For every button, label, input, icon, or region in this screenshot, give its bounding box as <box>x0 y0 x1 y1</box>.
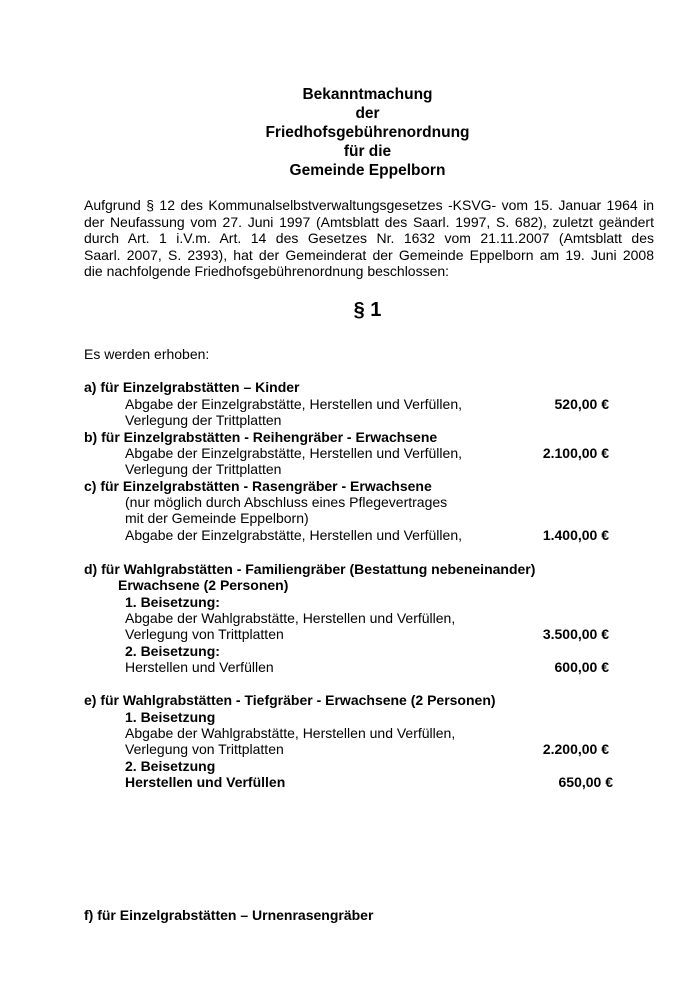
item-d-subheading: Erwachsene (2 Personen) <box>118 577 289 593</box>
item-d-first-amount: 3.500,00 € <box>542 626 609 642</box>
title-line-4: für die <box>343 143 392 160</box>
item-c-heading: c) für Einzelgrabstätten - Rasengräber - Erwachsene <box>84 478 432 494</box>
title-line-2: der <box>355 105 380 122</box>
title-line-3: Friedhofsgebührenordnung <box>265 124 470 141</box>
preamble-line: die nachfolgende Friedhofsgebührenordnung beschlossen: <box>84 263 450 279</box>
item-e-second-amount: 650,00 € <box>558 774 613 790</box>
item-c-amount: 1.400,00 € <box>542 527 609 543</box>
item-d-second-desc: Herstellen und Verfüllen <box>125 659 274 675</box>
item-a-desc: Verlegung der Trittplatten <box>125 412 282 428</box>
preamble-line: Saarl. 2007, S. 2393), hat der Gemeinderat der Gemeinde Eppelborn am 19. Juni 2008 <box>84 246 654 263</box>
section-intro: Es werden erhoben: <box>84 346 210 362</box>
preamble-line: Aufgrund § 12 des Kommunalselbstverwaltungsgesetzes -KSVG- vom 15. Januar 1964 in <box>84 197 654 213</box>
item-e-first-desc: Verlegung von Trittplatten <box>125 741 284 757</box>
item-e-first-amount: 2.200,00 € <box>542 741 609 757</box>
preamble-paragraph <box>84 197 654 280</box>
item-d-heading: d) für Wahlgrabstätten - Familiengräber (Bestattung nebeneinander) <box>84 561 536 577</box>
item-e-first-desc: Abgabe der Wahlgrabstätte, Herstellen und Verfüllen, <box>125 725 456 741</box>
section-heading: § 1 <box>353 299 382 321</box>
item-d-second-amount: 600,00 € <box>554 659 609 675</box>
item-d-first-desc: Abgabe der Wahlgrabstätte, Herstellen und Verfüllen, <box>125 610 456 626</box>
title-line-5: Gemeinde Eppelborn <box>289 162 446 179</box>
item-c-note: (nur möglich durch Abschluss eines Pflegevertrages <box>125 494 448 510</box>
item-a-heading: a) für Einzelgrabstätten – Kinder <box>84 379 300 395</box>
preamble-line: der Neufassung vom 27. Juni 1997 (Amtsblatt des Saarl. 1997, S. 682), zuletzt geändert <box>84 213 654 230</box>
item-b-amount: 2.100,00 € <box>542 445 609 461</box>
item-e-second-label: 2. Beisetzung <box>125 758 216 774</box>
item-b-heading: b) für Einzelgrabstätten - Reihengräber - Erwachsene <box>84 429 438 445</box>
item-a-desc: Abgabe der Einzelgrabstätte, Herstellen und Verfüllen, <box>125 396 462 412</box>
item-f-heading: f) für Einzelgrabstätten – Urnenrasengräber <box>84 907 374 923</box>
item-c-desc: Abgabe der Einzelgrabstätte, Herstellen und Verfüllen, <box>125 527 462 543</box>
item-e-second-desc: Herstellen und Verfüllen <box>125 774 286 790</box>
item-c-note: mit der Gemeinde Eppelborn) <box>125 510 309 526</box>
item-a-amount: 520,00 € <box>554 396 609 412</box>
item-b-desc: Abgabe der Einzelgrabstätte, Herstellen und Verfüllen, <box>125 445 462 461</box>
item-d-second-label: 2. Beisetzung: <box>125 643 220 659</box>
item-e-first-label: 1. Beisetzung <box>125 709 216 725</box>
item-b-desc: Verlegung der Trittplatten <box>125 461 282 477</box>
title-line-1: Bekanntmachung <box>302 86 433 103</box>
item-d-first-label: 1. Beisetzung: <box>125 594 220 610</box>
item-d-first-desc: Verlegung von Trittplatten <box>125 626 284 642</box>
item-e-heading: e) für Wahlgrabstätten - Tiefgräber - Erwachsene (2 Personen) <box>84 692 496 708</box>
preamble-line: durch Art. 1 i.V.m. Art. 14 des Gesetzes Nr. 1632 vom 21.11.2007 (Amtsblatt des <box>84 230 654 246</box>
